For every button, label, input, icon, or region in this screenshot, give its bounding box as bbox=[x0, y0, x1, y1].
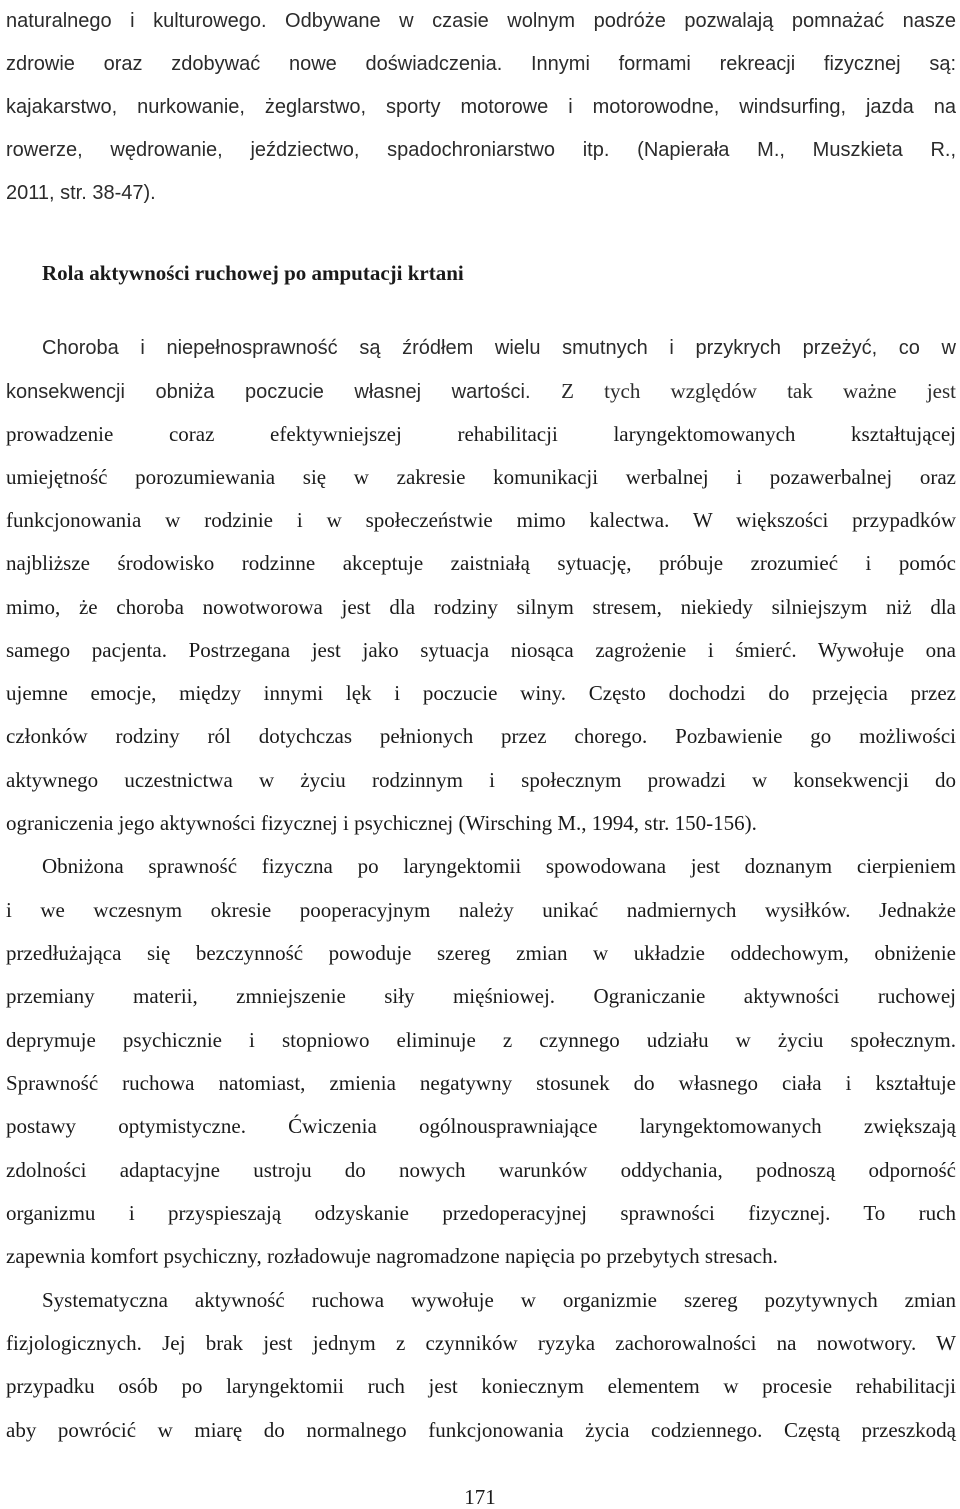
paragraph1-line-6: najbliższe środowisko rodzinne akceptuje zaistniałą sytuację, próbuje zrozumieć i pomóc bbox=[6, 551, 956, 575]
paragraph1-line-11: aktywnego uczestnictwa w życiu rodzinnym i społecznym prowadzi w konsekwencji do bbox=[6, 768, 956, 792]
intro-line-1: naturalnego i kulturowego. Odbywane w czasie wolnym podróże pozwalają pomnażać nasze bbox=[6, 10, 956, 32]
paragraph3-line-3: przypadku osób po laryngektomii ruch jest koniecznym elementem w procesie rehabilitacji bbox=[6, 1374, 956, 1398]
intro-line-4 bbox=[6, 137, 956, 163]
paragraph1-line-2-text: konsekwencji obniża poczucie własnej wartości. bbox=[6, 381, 562, 403]
paragraph1-line-8: samego pacjenta. Postrzegana jest jako sytuacja niosąca zagrożenie i śmierć. Wywołuje ona bbox=[6, 638, 956, 662]
paragraph2-line-2: i we wczesnym okresie pooperacyjnym należy unikać nadmiernych wysiłków. Jednakże bbox=[6, 898, 956, 922]
paragraph1-line-9: ujemne emocje, między innymi lęk i poczucie winy. Często dochodzi do przejęcia przez bbox=[6, 681, 956, 705]
paragraph1-line-7: mimo, że choroba nowotworowa jest dla rodziny silnym stresem, niekiedy silniejszym niż dla bbox=[6, 595, 956, 619]
page-number: 171 bbox=[464, 1485, 496, 1509]
section-heading: Rola aktywności ruchowej po amputacji krtani bbox=[42, 261, 464, 285]
paragraph1-line-12: ograniczenia jego aktywności fizycznej i psychicznej (Wirsching M., 1994, str. 150-156). bbox=[6, 811, 757, 835]
paragraph3-line-4: aby powrócić w miarę do normalnego funkcjonowania życia codziennego. Częstą przeszkodą bbox=[6, 1418, 956, 1442]
paragraph1-line-1: Choroba i niepełnosprawność są źródłem wielu smutnych i przykrych przeżyć, co w bbox=[42, 337, 956, 359]
intro-citation: (Napierała M., Muszkieta R., bbox=[637, 139, 956, 161]
paragraph3-line-2: fizjologicznych. Jej brak jest jednym z czynników ryzyka zachorowalności na nowotwory. W bbox=[6, 1331, 956, 1355]
paragraph2-line-3: przedłużająca się bezczynność powoduje szereg zmian w układzie oddechowym, obniżenie bbox=[6, 941, 956, 965]
paragraph2-line-9: organizmu i przyspieszają odzyskanie przedoperacyjnej sprawności fizycznej. To ruch bbox=[6, 1201, 956, 1225]
paragraph2-line-1: Obniżona sprawność fizyczna po laryngektomii spowodowana jest doznanym cierpieniem bbox=[42, 854, 956, 878]
paragraph1-line-3: prowadzenie coraz efektywniejszej rehabilitacji laryngektomowanych kształtującej bbox=[6, 422, 956, 446]
paragraph2-line-6: Sprawność ruchowa natomiast, zmienia negatywny stosunek do własnego ciała i kształtuje bbox=[6, 1071, 956, 1095]
paragraph1-line-2 bbox=[6, 378, 956, 405]
paragraph1-line-4: umiejętność porozumiewania się w zakresie komunikacji werbalnej i pozawerbalnej oraz bbox=[6, 465, 956, 489]
paragraph1-line-5: funkcjonowania w rodzinie i w społeczeństwie mimo kalectwa. W większości przypadków bbox=[6, 508, 956, 532]
intro-line-4-text: rowerze, wędrowanie, jeździectwo, spadochroniarstwo itp. bbox=[6, 139, 638, 161]
paragraph2-line-7: postawy optymistyczne. Ćwiczenia ogólnousprawniające laryngektomowanych zwiększają bbox=[6, 1114, 956, 1138]
paragraph1-line-10: członków rodziny ról dotychczas pełnionych przez chorego. Pozbawienie go możliwości bbox=[6, 724, 956, 748]
paragraph2-line-4: przemiany materii, zmniejszenie siły mięśniowej. Ograniczanie aktywności ruchowej bbox=[6, 984, 956, 1008]
intro-line-2: zdrowie oraz zdobywać nowe doświadczenia. Innymi formami rekreacji fizycznej są: bbox=[6, 53, 956, 75]
paragraph2-line-8: zdolności adaptacyjne ustroju do nowych warunków oddychania, podnoszą odporność bbox=[6, 1158, 956, 1182]
paragraph3-line-1: Systematyczna aktywność ruchowa wywołuje w organizmie szereg pozytywnych zmian bbox=[42, 1288, 956, 1312]
paragraph2-line-5: deprymuje psychicznie i stopniowo eliminuje z czynnego udziału w życiu społecznym. bbox=[6, 1028, 956, 1052]
paragraph2-line-10: zapewnia komfort psychiczny, rozładowuje nagromadzone napięcia po przebytych stresach. bbox=[6, 1244, 778, 1268]
intro-line-5: 2011, str. 38-47). bbox=[6, 182, 156, 204]
paragraph1-line-2-tail: Z tych względów tak ważne jest bbox=[561, 379, 956, 403]
intro-line-3: kajakarstwo, nurkowanie, żeglarstwo, sporty motorowe i motorowodne, windsurfing, jazda na bbox=[6, 96, 956, 118]
